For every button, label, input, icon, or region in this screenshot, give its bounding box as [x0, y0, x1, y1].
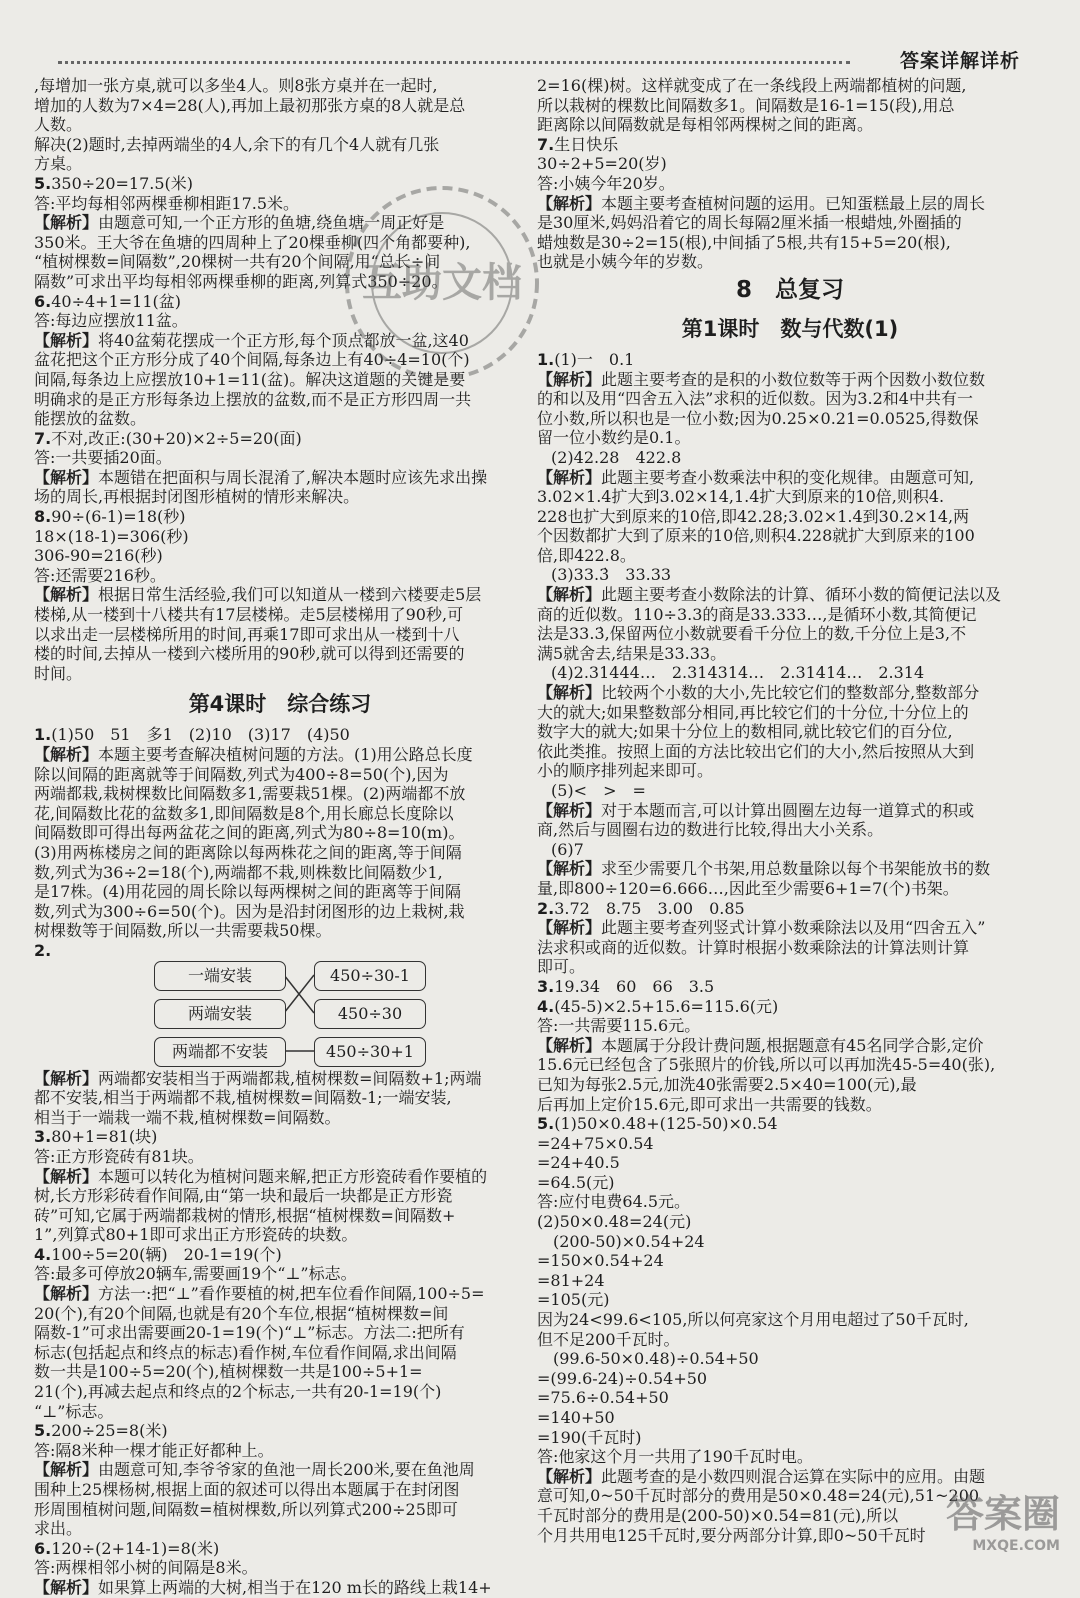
- question-block: [34, 1245, 526, 1421]
- analysis-text: 盆花把这个正方形分成了40个间隔,每条边上有40÷4=10(个): [34, 350, 470, 370]
- analysis-line: [34, 1460, 526, 1480]
- analysis-line: [34, 1186, 526, 1206]
- analysis-line: [34, 1304, 526, 1324]
- analysis-tag: 【解析】: [537, 193, 602, 213]
- analysis-line: [537, 1055, 1043, 1075]
- analysis-line: [34, 882, 526, 902]
- answer-line: 答:平均每相邻两棵垂柳相距17.5米。: [34, 193, 300, 213]
- text-line: 所以栽树的棵数比间隔数多1。间隔数是16-1=15(段),用总: [537, 95, 955, 115]
- analysis-line: [34, 1284, 526, 1304]
- analysis-text: 两端都栽,栽树棵数比间隔数多1,需要栽51棵。(2)两端都不放: [34, 784, 466, 804]
- question-number: 5.: [34, 173, 52, 193]
- analysis-text: 3.02×1.4扩大到3.02×14,1.4扩大到原来的10倍,则积4.: [537, 487, 945, 507]
- question-line: [34, 1245, 526, 1265]
- analysis-text: 楼梯,从一楼到十八楼共有17层楼梯。走5层楼梯用了90秒,可: [34, 605, 464, 625]
- analysis-line: [537, 409, 1043, 429]
- question-number: 1.: [34, 725, 52, 745]
- analysis-line: [34, 1088, 526, 1108]
- analysis-line: [537, 938, 1043, 958]
- analysis-text: 将40盆菊花摆成一个正方形,每个顶点都放一盆,这40: [98, 330, 469, 350]
- analysis-text: 法求积或商的近似数。计算时根据小数乘除法的计算法则计算: [537, 937, 970, 957]
- analysis-text: 本题主要考查解决植树问题的方法。(1)用公路总长度: [98, 745, 473, 764]
- analysis-text: (3)用两栋楼房之间的距离除以每两株花之间的距离,等于间隔: [34, 842, 462, 862]
- answer-line: (200-50)×0.54+24: [537, 1231, 705, 1251]
- answer-text: (45-5)×2.5+15.6=115.6(元): [554, 996, 779, 1016]
- analysis-line: [34, 823, 526, 843]
- question-number: 7.: [34, 428, 52, 448]
- analysis-line: [537, 526, 1043, 546]
- analysis-line: [34, 468, 526, 488]
- answer-text: 40÷4+1=11(盆): [51, 291, 182, 311]
- analysis-line: [537, 683, 1043, 703]
- answer-line: =190(千瓦时): [537, 1427, 642, 1447]
- analysis-text: 小的顺序排列起来即可。: [537, 761, 714, 781]
- analysis-text: 已知为每张2.5元,加洗40张需要2.5×40=100(元),最: [537, 1074, 917, 1094]
- analysis-line: [537, 468, 1043, 488]
- answer-text: (1)一 0.1: [554, 349, 635, 369]
- analysis-block: [34, 1069, 526, 1128]
- analysis-text: 围种上25棵杨树,根据上面的叙述可以得出本题属于在封闭图: [34, 1480, 460, 1499]
- question-line: [537, 135, 1043, 155]
- analysis-text: 明确求的是正方形每条边上摆放的盆数,而不是正方形四周一共: [34, 389, 472, 409]
- analysis-text: 228也扩大到原来的10倍,即42.28;3.02×1.4到30.2×14,两: [537, 506, 970, 526]
- analysis-line: [537, 742, 1043, 762]
- analysis-line: [34, 585, 526, 605]
- analysis-text: 后再加上定价15.6元,即可求出一共需要的钱数。: [537, 1094, 882, 1114]
- analysis-text: 15.6元已经包含了5张照片的价钱,所以可以再加洗45-5=40(张),: [537, 1055, 996, 1075]
- analysis-text: 此题主要考查列竖式计算小数乘除法以及用“四舍五入”: [601, 918, 986, 938]
- analysis-line: [537, 801, 1043, 821]
- lesson-4-title: 第4课时 综合练习: [188, 692, 372, 717]
- continued-text: [537, 76, 1043, 135]
- answer-line: 306-90=216(秒): [34, 546, 163, 566]
- answer-line: =24+75×0.54: [537, 1133, 654, 1153]
- question-number: 4.: [537, 996, 555, 1016]
- analysis-line: [34, 1343, 526, 1363]
- answer-text: 120÷(2+14-1)=8(米): [51, 1538, 220, 1558]
- analysis-text: 求至少需要几个书架,用总数量除以每个书架能放书的数: [601, 859, 991, 879]
- sub-answer: (3)33.3̇ 33.33: [551, 565, 672, 585]
- question-line: [34, 1421, 526, 1441]
- analysis-line: [537, 820, 1043, 840]
- analysis-line: [537, 194, 1043, 214]
- analysis-text: 此题主要考查小数除法的计算、循环小数的简便记法以及: [601, 585, 1002, 605]
- right-option-box: 450÷30+1: [314, 1037, 426, 1067]
- analysis-text: 商,然后与圆圈右边的数进行比较,得出大小关系。: [537, 820, 884, 840]
- analysis-line: [537, 624, 1043, 644]
- answer-text: (1)50 51 多1 (2)10 (3)17 (4)50: [51, 725, 350, 745]
- analysis-text: 隔数-1”可求出需要画20-1=19(个)“⊥”标志。方法二:把所有: [34, 1323, 465, 1343]
- analysis-tag: 【解析】: [537, 369, 602, 389]
- analysis-line: [537, 370, 1043, 390]
- analysis-line: [537, 722, 1043, 742]
- analysis-tag: 【解析】: [34, 467, 99, 487]
- analysis-tag: 【解析】: [537, 1466, 602, 1486]
- analysis-text: 位小数,所以积也是一位小数;因为0.25×0.21=0.0525,得数保: [537, 408, 979, 428]
- analysis-tag: 【解析】: [537, 585, 602, 605]
- answer-line: =24+40.5: [537, 1153, 620, 1173]
- analysis-line: [537, 957, 1043, 977]
- answer-text: 80+1=81(块): [51, 1127, 158, 1147]
- analysis-text: 楼的时间,去掉从一楼到六楼所用的90秒,就可以得到还需要的: [34, 644, 465, 664]
- answer-text: 生日快乐: [554, 134, 619, 154]
- analysis-line: [537, 1095, 1043, 1115]
- analysis-line: [34, 605, 526, 625]
- analysis-text: 对于本题而言,可以计算出圆圈左边每一道算式的积或: [601, 800, 975, 820]
- analysis-line: [34, 1500, 526, 1520]
- analysis-line: [34, 664, 526, 684]
- stamp-text: 互助文档: [362, 260, 522, 306]
- question-block: [537, 997, 1043, 1115]
- analysis-line: [34, 1069, 526, 1089]
- analysis-text: 21(个),再减去起点和终点的2个标志,一共有20-1=19(个): [34, 1382, 442, 1402]
- analysis-text: 时间。: [34, 663, 83, 683]
- answer-line: =150×0.54+24: [537, 1251, 664, 1271]
- analysis-line: [34, 409, 526, 429]
- analysis-text: 由题意可知,一个正方形的鱼塘,绕鱼塘一周正好是: [98, 213, 445, 233]
- answer-line: 答:正方形瓷砖有81块。: [34, 1146, 204, 1166]
- analysis-text: 此题考查的是小数四则混合运算在实际中的应用。由题: [601, 1466, 986, 1486]
- analysis-text: 此题主要考查小数乘法中积的变化规律。由题意可知,: [601, 467, 975, 487]
- watermark-logo: 答案圈: [945, 1492, 1060, 1536]
- answer-line: 答:应付电费64.5元。: [537, 1192, 691, 1212]
- analysis-text: 的和以及用“四舍五入法”求积的近似数。因为3.2和4中共有一: [537, 389, 973, 409]
- analysis-text: 花,间隔数比花的盆数多1,即间隔数是8个,用长廊总长度除以: [34, 803, 454, 823]
- answer-line: 30÷2+5=20(岁): [537, 154, 667, 174]
- watermark: [946, 1483, 1060, 1554]
- analysis-line: [537, 389, 1043, 409]
- analysis-line: [537, 507, 1043, 527]
- sub-answer: (6)7: [551, 839, 584, 859]
- analysis-tag: 【解析】: [34, 1068, 99, 1088]
- unit-8-title: 8 总复习: [735, 276, 844, 303]
- page-header: [58, 40, 1020, 74]
- analysis-tag: 【解析】: [34, 1577, 99, 1597]
- sub-answer: (2)42.28 422.8: [551, 447, 682, 467]
- question-block: [34, 725, 526, 941]
- analysis-text: 标志(包括起点和终点的标志)看作树,车位看作间隔,求出间隔: [34, 1342, 457, 1362]
- analysis-text: 是17株。(4)用花园的周长除以每两棵树之间的距离等于间隔: [34, 882, 462, 902]
- analysis-text: 蜡烛数是30÷2=15(根),中间插了5根,共有15+5=20(根),: [537, 232, 951, 252]
- answer-line: 答:最多可停放20辆车,需要画19个“⊥”标志。: [34, 1264, 357, 1284]
- analysis-line: [34, 487, 526, 507]
- analysis-text: 也就是小姨今年的岁数。: [537, 252, 714, 272]
- answer-line: 答:小姨今年20岁。: [537, 173, 675, 193]
- analysis-line: [34, 1108, 526, 1128]
- answer-line: 答:一共需要115.6元。: [537, 1016, 701, 1036]
- analysis-text: 留一位小数约是0.1。: [537, 428, 691, 448]
- question-line: [34, 507, 526, 527]
- analysis-text: 以求出走一层楼梯所用的时间,再乘17即可求出从一楼到十八: [34, 624, 460, 644]
- analysis-line: [34, 902, 526, 922]
- analysis-text: 个因数都扩大到了原来的10倍,则积4.228就扩大到原来的100: [537, 526, 975, 546]
- analysis-text: 法是33.3̇,保留两位小数就要看千分位上的数,千分位上是3,不: [537, 624, 967, 644]
- text-line: 增加的人数为7×4=28(人),再加上最初那张方桌的8人就是总: [34, 95, 466, 115]
- left-option-box: 两端都不安装: [154, 1037, 286, 1067]
- question-block: [34, 1421, 526, 1539]
- analysis-text: 本题可以转化为植树问题来解,把正方形瓷砖看作要植的: [98, 1166, 488, 1186]
- analysis-text: 求出。: [34, 1519, 83, 1539]
- analysis-line: [537, 585, 1043, 605]
- analysis-line: [537, 918, 1043, 938]
- analysis-text: 本题主要考查植树问题的运用。已知蛋糕最上层的周长: [601, 193, 986, 213]
- analysis-text: 本题错在把面积与周长混淆了,解决本题时应该先求出操: [98, 467, 488, 487]
- stamp-seal: [337, 178, 547, 388]
- analysis-text: 数字大的就大;如果十分位上的数相同,就比较它们的百分位,: [537, 722, 953, 742]
- question-block: [537, 977, 1043, 997]
- analysis-line: [34, 625, 526, 645]
- question-number: 1.: [537, 349, 555, 369]
- analysis-line: [34, 1382, 526, 1402]
- analysis-text: 倍,即422.8。: [537, 545, 636, 565]
- question-line: [537, 1114, 1043, 1134]
- question-line: [34, 1539, 526, 1559]
- right-column: [537, 76, 1043, 1545]
- analysis-text: 大的就大;如果整数部分相同,再比较它们的十分位,十分位上的: [537, 702, 969, 722]
- analysis-text: 意可知,0~50千瓦时部分的费用是50×0.48=24(元),51~200: [537, 1486, 980, 1506]
- analysis-text: 数,列式为300÷6=50(个)。因为是沿封闭图形的边上栽树,栽: [34, 901, 465, 921]
- analysis-line: [34, 1225, 526, 1245]
- text-line: 方桌。: [34, 154, 83, 174]
- question-block: [34, 429, 526, 507]
- watermark-site: MXQE.COM: [972, 1538, 1060, 1554]
- analysis-text: 相当于一端栽一端不栽,植树棵数=间隔数。: [34, 1107, 341, 1127]
- analysis-tag: 【解析】: [537, 1035, 602, 1055]
- text-line: 解决(2)题时,去掉两端坐的4人,余下的有几个4人就有几张: [34, 134, 440, 154]
- text-line: 2=16(棵)树。这样就变成了在一条线段上两端都植树的问题,: [537, 76, 967, 95]
- question-number: 2.: [34, 940, 52, 960]
- analysis-text: 方法一:把“⊥”看作要植的树,把车位看作间隔,100÷5=: [98, 1284, 485, 1304]
- analysis-line: [537, 428, 1043, 448]
- question-block: [537, 135, 1043, 272]
- matching-question: [34, 941, 526, 1127]
- answer-line: (99.6-50×0.48)÷0.54+50: [537, 1349, 759, 1369]
- analysis-line: [34, 1206, 526, 1226]
- answer-text: (1)50×0.48+(125-50)×0.54: [554, 1114, 778, 1134]
- analysis-tag: 【解析】: [34, 585, 99, 605]
- answer-line: 因为24<99.6<105,所以何亮家这个月用电超过了50千瓦时,: [537, 1310, 969, 1330]
- analysis-line: [537, 252, 1043, 272]
- analysis-text: 数一共是100÷5=20(个),植树棵数一共是100÷5+1=: [34, 1362, 423, 1382]
- analysis-line: [34, 390, 526, 410]
- answer-line: =140+50: [537, 1408, 615, 1427]
- question-block: [537, 1114, 1043, 1545]
- matching-diagram: [34, 961, 526, 1069]
- question-number: 5.: [537, 1114, 555, 1134]
- question-number: 3.: [537, 976, 555, 996]
- question-line: [34, 1127, 526, 1147]
- answer-text: 100÷5=20(辆) 20-1=19(个): [51, 1244, 282, 1264]
- analysis-text: 由题意可知,李爷爷家的鱼池一周长200米,要在鱼池周: [98, 1460, 475, 1480]
- analysis-text: 除以间隔的距离就等于间隔数,列式为400÷8=50(个),因为: [34, 764, 449, 784]
- analysis-line: [537, 859, 1043, 879]
- analysis-line: [34, 1323, 526, 1343]
- analysis-text: 树,长方形彩砖看作间隔,由“第一块和最后一块都是正方形瓷: [34, 1186, 453, 1206]
- answer-line: =105(元): [537, 1290, 610, 1310]
- answer-line: 答:每边应摆放11盆。: [34, 311, 188, 331]
- analysis-line: [537, 703, 1043, 723]
- question-line: [537, 899, 1043, 919]
- question-line: [34, 725, 526, 745]
- right-option-box: 450÷30-1: [314, 961, 426, 991]
- analysis-line: [34, 784, 526, 804]
- answer-text: 350÷20=17.5(米): [51, 173, 194, 193]
- question-number: 7.: [537, 134, 555, 154]
- question-number: 5.: [34, 1421, 52, 1441]
- sub-answer: (4)2.31444… 2.314314… 2.31414… 2.314: [551, 663, 925, 683]
- analysis-line: [34, 1362, 526, 1382]
- analysis-text: 是30厘米,妈妈沿着它的周长每隔2厘米插一根蜡烛,外圈插的: [537, 213, 962, 233]
- analysis-line: [34, 804, 526, 824]
- question-number: 6.: [34, 1538, 52, 1558]
- answer-text: 不对,改正:(30+20)×2÷5=20(面): [51, 428, 302, 448]
- analysis-line: [34, 765, 526, 785]
- analysis-text: 间隔,每条边上应摆放10+1=11(盆)。解决这道题的关键是要: [34, 369, 466, 389]
- analysis-text: 个月共用电125千瓦时,要分两部分计算,即0~50千瓦时: [537, 1525, 926, 1545]
- analysis-line: [537, 1036, 1043, 1056]
- question-number: 6.: [34, 291, 52, 311]
- answer-line: 答:隔8米种一棵才能正好都种上。: [34, 1440, 274, 1460]
- question-number: 8.: [34, 507, 52, 527]
- analysis-text: “植树棵数=间隔数”,20棵树一共有20个间隔,用“总长÷间: [34, 252, 441, 272]
- question-block: [537, 350, 1043, 899]
- answer-line: =64.5(元): [537, 1172, 615, 1192]
- analysis-text: 量,即800÷120=6.666…,因此至少需要6+1=7(个)书架。: [537, 878, 959, 898]
- lesson-1-title: 第1课时 数与代数(1): [681, 316, 899, 341]
- analysis-line: [537, 605, 1043, 625]
- question-block: [34, 507, 526, 683]
- analysis-line: [537, 546, 1043, 566]
- question-block: [537, 899, 1043, 977]
- analysis-text: 即可。: [537, 957, 586, 977]
- question-number: 3.: [34, 1127, 52, 1147]
- header-dotted-rule: [58, 61, 850, 64]
- analysis-text: 350米。王大爷在鱼塘的四周种上了20棵垂柳(四个角都要种),: [34, 232, 471, 252]
- answer-line: 答:他家这个月一共用了190千瓦时电。: [537, 1447, 813, 1467]
- question-line: [537, 997, 1043, 1017]
- analysis-line: [34, 644, 526, 664]
- text-line: ,每增加一张方桌,就可以多坐4人。则8张方桌并在一起时,: [34, 76, 438, 95]
- question-line: [537, 977, 1043, 997]
- question-block: [34, 1539, 526, 1598]
- analysis-text: 20(个),有20个间隔,也就是有20个车位,根据“植树棵数=间: [34, 1303, 449, 1323]
- analysis-text: 满5就舍去,结果是33.33。: [537, 643, 727, 663]
- analysis-text: 间隔数即可得出每两盆花之间的距离,列式为80÷8=10(m)。: [34, 823, 465, 843]
- question-block: [34, 1127, 526, 1245]
- analysis-text: 能摆放的盆数。: [34, 409, 147, 429]
- analysis-line: [34, 1519, 526, 1539]
- analysis-text: 本题属于分段计费问题,根据题意有45名同学合影,定价: [601, 1035, 984, 1055]
- analysis-line: [537, 879, 1043, 899]
- answer-line: 答:一共要插20面。: [34, 448, 172, 468]
- analysis-line: [537, 644, 1043, 664]
- analysis-line: [537, 487, 1043, 507]
- sub-answer: (5)< > =: [551, 781, 646, 800]
- answer-line: 答:两棵相邻小树的间隔是8米。: [34, 1558, 258, 1578]
- analysis-tag: 【解析】: [34, 1460, 99, 1480]
- question-number: 2.: [537, 898, 555, 918]
- analysis-text: 隔数”可求出平均每相邻两棵垂柳的距离,列算式350÷20。: [34, 271, 448, 291]
- answer-line: =75.6÷0.54+50: [537, 1388, 669, 1408]
- answer-line: 答:还需要216秒。: [34, 565, 166, 585]
- right-option-box: 450÷30: [314, 999, 426, 1029]
- answer-line: 18×(18-1)=306(秒): [34, 526, 189, 546]
- analysis-tag: 【解析】: [34, 1284, 99, 1304]
- continued-text: [34, 76, 526, 174]
- analysis-text: 千瓦时部分的费用是(200-50)×0.54=81(元),所以: [537, 1505, 899, 1525]
- analysis-text: 都不安装,相当于两端都不栽,植树棵数=间隔数-1;一端安装,: [34, 1088, 452, 1108]
- analysis-text: 形周围植树问题,间隔数=植树棵数,所以列算式200÷25即可: [34, 1499, 458, 1519]
- answer-text: 19.34 60 66 3.5: [554, 976, 715, 996]
- answer-text: 90÷(6-1)=18(秒): [51, 507, 186, 527]
- analysis-tag: 【解析】: [34, 745, 99, 764]
- answer-line: =(99.6-24)÷0.54+50: [537, 1368, 708, 1388]
- analysis-text: 数,列式为36÷2=18(个),两端都不栽,则株数比间隔数少1,: [34, 862, 443, 882]
- analysis-tag: 【解析】: [537, 918, 602, 938]
- left-option-box: 一端安装: [154, 961, 286, 991]
- analysis-tag: 【解析】: [34, 213, 99, 233]
- analysis-tag: 【解析】: [537, 800, 602, 820]
- analysis-line: [537, 761, 1043, 781]
- analysis-tag: 【解析】: [537, 859, 602, 879]
- analysis-text: “⊥”标志。: [34, 1401, 114, 1421]
- answer-line: 但不足200千瓦时。: [537, 1329, 680, 1349]
- text-line: 距离除以间隔数就是每相邻两棵树之间的距离。: [537, 115, 874, 135]
- analysis-tag: 【解析】: [34, 1166, 99, 1186]
- answer-text: 3.72 8.75 3.00 0.85: [554, 898, 745, 918]
- analysis-line: [537, 213, 1043, 233]
- analysis-text: 1”,列算式80+1即可求出正方形瓷砖的块数。: [34, 1225, 358, 1245]
- analysis-text: 如果算上两端的大树,相当于在120 m长的路线上栽14+: [98, 1577, 492, 1597]
- analysis-tag: 【解析】: [34, 330, 99, 350]
- analysis-text: 依此类推。按照上面的方法比较出它们的大小,然后按照从大到: [537, 741, 975, 761]
- header-title: 答案详解详析: [899, 50, 1020, 72]
- question-line: [537, 350, 1043, 370]
- analysis-text: 根据日常生活经验,我们可以知道从一楼到六楼要走5层: [98, 585, 482, 605]
- analysis-line: [537, 233, 1043, 253]
- analysis-text: 场的周长,再根据封闭图形植树的情形来解决。: [34, 487, 360, 507]
- analysis-line: [34, 1578, 526, 1598]
- analysis-line: [34, 745, 526, 765]
- analysis-text: 两端都安装相当于两端都栽,植树棵数=间隔数+1;两端: [98, 1068, 482, 1088]
- analysis-line: [34, 1167, 526, 1187]
- question-number: 4.: [34, 1244, 52, 1264]
- answer-line: =81+24: [537, 1270, 605, 1290]
- analysis-tag: 【解析】: [537, 683, 602, 703]
- analysis-line: [34, 843, 526, 863]
- analysis-text: 商的近似数。110÷3.3的商是33.333…,是循环小数,其简便记: [537, 604, 977, 624]
- left-option-box: 两端安装: [154, 999, 286, 1029]
- analysis-tag: 【解析】: [537, 467, 602, 487]
- analysis-line: [537, 1075, 1043, 1095]
- question-line: [34, 429, 526, 449]
- answer-text: 200÷25=8(米): [51, 1421, 168, 1441]
- text-line: 人数。: [34, 115, 83, 135]
- analysis-line: [34, 1402, 526, 1422]
- answer-line: (2)50×0.48=24(元): [537, 1212, 692, 1232]
- analysis-text: 比较两个小数的大小,先比较它们的整数部分,整数部分: [601, 683, 980, 703]
- analysis-text: 此题主要考查的是积的小数位数等于两个因数小数位数: [601, 369, 986, 389]
- analysis-text: 砖”可知,它属于两端都栽树的情形,根据“植树棵数=间隔数+: [34, 1205, 456, 1225]
- analysis-line: [34, 863, 526, 883]
- analysis-line: [34, 1480, 526, 1500]
- analysis-line: [34, 921, 526, 941]
- analysis-text: 树棵数等于间隔数,所以一共需要栽50棵。: [34, 921, 332, 941]
